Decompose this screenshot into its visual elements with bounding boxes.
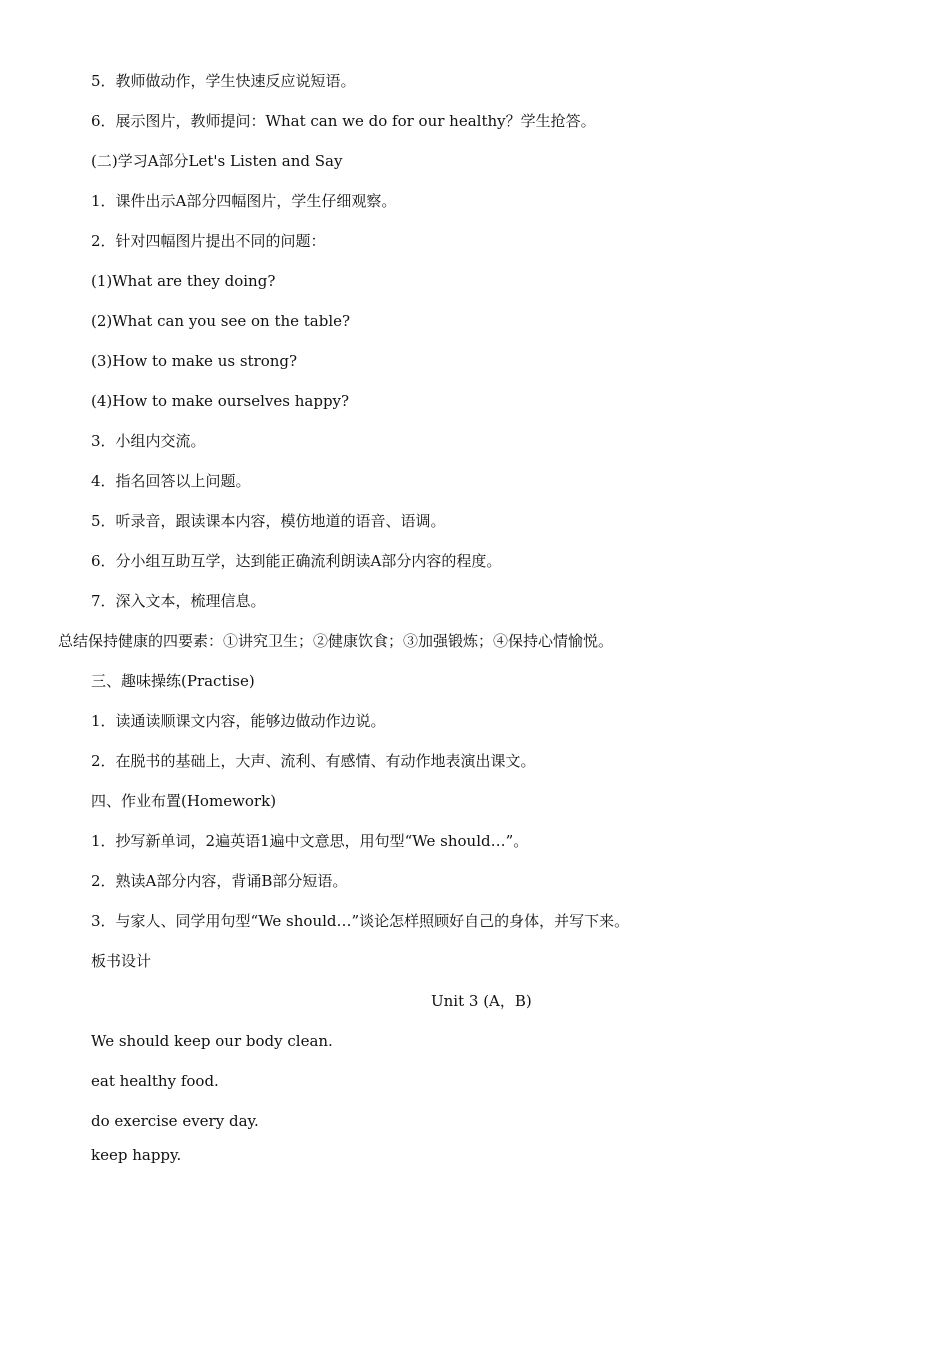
blackboard-line-2: eat healthy food. [91, 1072, 219, 1090]
section-heading-homework: 四、作业布置(Homework) [91, 792, 277, 810]
blackboard-design-heading: 板书设计 [91, 952, 152, 970]
section-heading-part-a: (二)学习A部分Let's Listen and Say [91, 152, 343, 170]
homework-step-1: 1．抄写新单词，2遍英语1遍中文意思，用句型“We should…”。 [91, 832, 529, 850]
blackboard-line-4: keep happy. [91, 1146, 182, 1164]
part-a-step-7: 7．深入文本，梳理信息。 [91, 592, 266, 610]
part-a-step-6: 6．分小组互助互学，达到能正确流利朗读A部分内容的程度。 [91, 552, 502, 570]
blackboard-unit-title: Unit 3 (A，B) [431, 992, 532, 1010]
step-6-show-pictures: 6．展示图片，教师提问：What can we do for our healthy？学生抢答。 [91, 112, 596, 130]
question-3: (3)How to make us strong? [91, 352, 298, 370]
question-4: (4)How to make ourselves happy? [91, 392, 350, 410]
section-heading-practise: 三、趣味操练(Practise) [91, 672, 255, 690]
question-2: (2)What can you see on the table? [91, 312, 351, 330]
practise-step-2: 2．在脱书的基础上，大声、流利、有感情、有动作地表演出课文。 [91, 752, 536, 770]
practise-step-1: 1．读通读顺课文内容，能够边做动作边说。 [91, 712, 386, 730]
step-5-teacher-actions: 5．教师做动作，学生快速反应说短语。 [91, 72, 356, 90]
part-a-step-2: 2．针对四幅图片提出不同的问题： [91, 232, 326, 250]
summary-four-elements: 总结保持健康的四要素：①讲究卫生；②健康饮食；③加强锻炼；④保持心情愉悦。 [58, 632, 614, 650]
homework-step-2: 2．熟读A部分内容，背诵B部分短语。 [91, 872, 348, 890]
blackboard-line-3: do exercise every day. [91, 1112, 259, 1130]
homework-step-3: 3．与家人、同学用句型“We should…”谈论怎样照顾好自己的身体，并写下来。 [91, 912, 630, 930]
part-a-step-1: 1．课件出示A部分四幅图片，学生仔细观察。 [91, 192, 397, 210]
part-a-step-5: 5．听录音，跟读课本内容，模仿地道的语音、语调。 [91, 512, 446, 530]
question-1: (1)What are they doing? [91, 272, 276, 290]
part-a-step-4: 4．指名回答以上问题。 [91, 472, 251, 490]
part-a-step-3: 3．小组内交流。 [91, 432, 206, 450]
blackboard-line-1: We should keep our body clean. [91, 1032, 333, 1050]
